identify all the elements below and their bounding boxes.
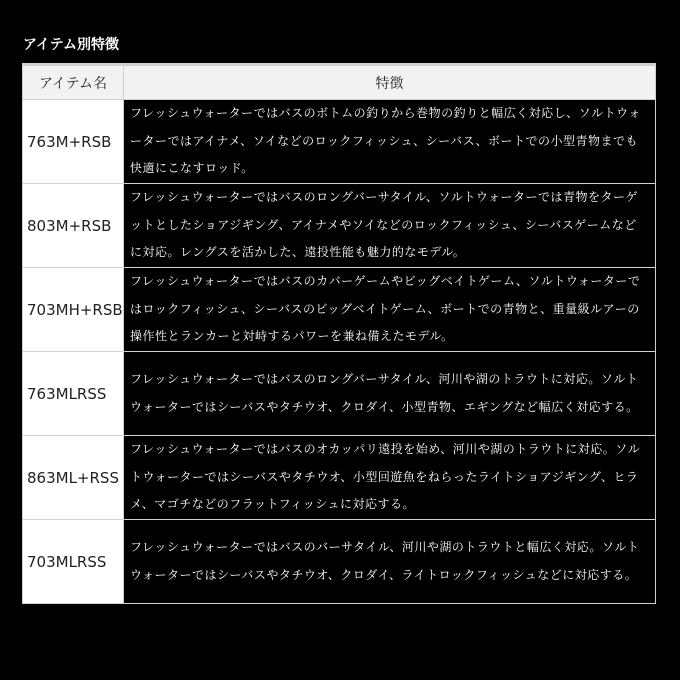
item-name-cell: 763M+RSB <box>23 100 124 184</box>
section-title: アイテム別特徴 <box>23 37 120 53</box>
item-name-cell: 763MLRSS <box>23 352 124 436</box>
item-name-cell: 863ML+RSS <box>23 436 124 520</box>
spec-table <box>22 63 656 604</box>
feature-cell: フレッシュウォーターではバスのバーサタイル、河川や湖のトラウトと幅広く対応。ソルトウォーターではシーバスやタチウオ、クロダイ、ライトロックフィッシュなどに対応する。 <box>124 520 656 604</box>
header-feature: 特徴 <box>124 65 656 100</box>
table-row <box>23 520 656 604</box>
table-header-row <box>23 65 656 100</box>
item-name-cell: 803M+RSB <box>23 184 124 268</box>
header-item-name: アイテム名 <box>23 65 124 100</box>
table-row <box>23 100 656 184</box>
feature-cell: フレッシュウォーターではバスのロングバーサタイル、河川や湖のトラウトに対応。ソルトウォーターではシーバスやタチウオ、クロダイ、小型青物、エギングなど幅広く対応する。 <box>124 352 656 436</box>
table-row <box>23 436 656 520</box>
item-name-cell: 703MLRSS <box>23 520 124 604</box>
feature-cell: フレッシュウォーターではバスのカバーゲームやビッグベイトゲーム、ソルトウォーターではロックフィッシュ、シーバスのビッグベイトゲーム、ボートでの青物と、重量級ルアーの操作性とランカーと対峙するパワーを兼ね備えたモデル。 <box>124 268 656 352</box>
feature-cell: フレッシュウォーターではバスのロングバーサタイル、ソルトウォーターでは青物をターゲットとしたショアジギング、アイナメやソイなどのロックフィッシュ、シーバスゲームなどに対応。レングスを活かした、遠投性能も魅力的なモデル。 <box>124 184 656 268</box>
feature-cell: フレッシュウォーターではバスのボトムの釣りから巻物の釣りと幅広く対応し、ソルトウォーターではアイナメ、ソイなどのロックフィッシュ、シーバス、ボートでの小型青物までも快適にこなすロッド。 <box>124 100 656 184</box>
feature-cell: フレッシュウォーターではバスのオカッパリ遠投を始め、河川や湖のトラウトに対応。ソルトウォーターではシーバスやタチウオ、小型回遊魚をねらったライトショアジギング、ヒラメ、マゴチなどのフラットフィッシュに対応する。 <box>124 436 656 520</box>
table-row <box>23 184 656 268</box>
item-name-cell: 703MH+RSB <box>23 268 124 352</box>
table-row <box>23 352 656 436</box>
table-row <box>23 268 656 352</box>
